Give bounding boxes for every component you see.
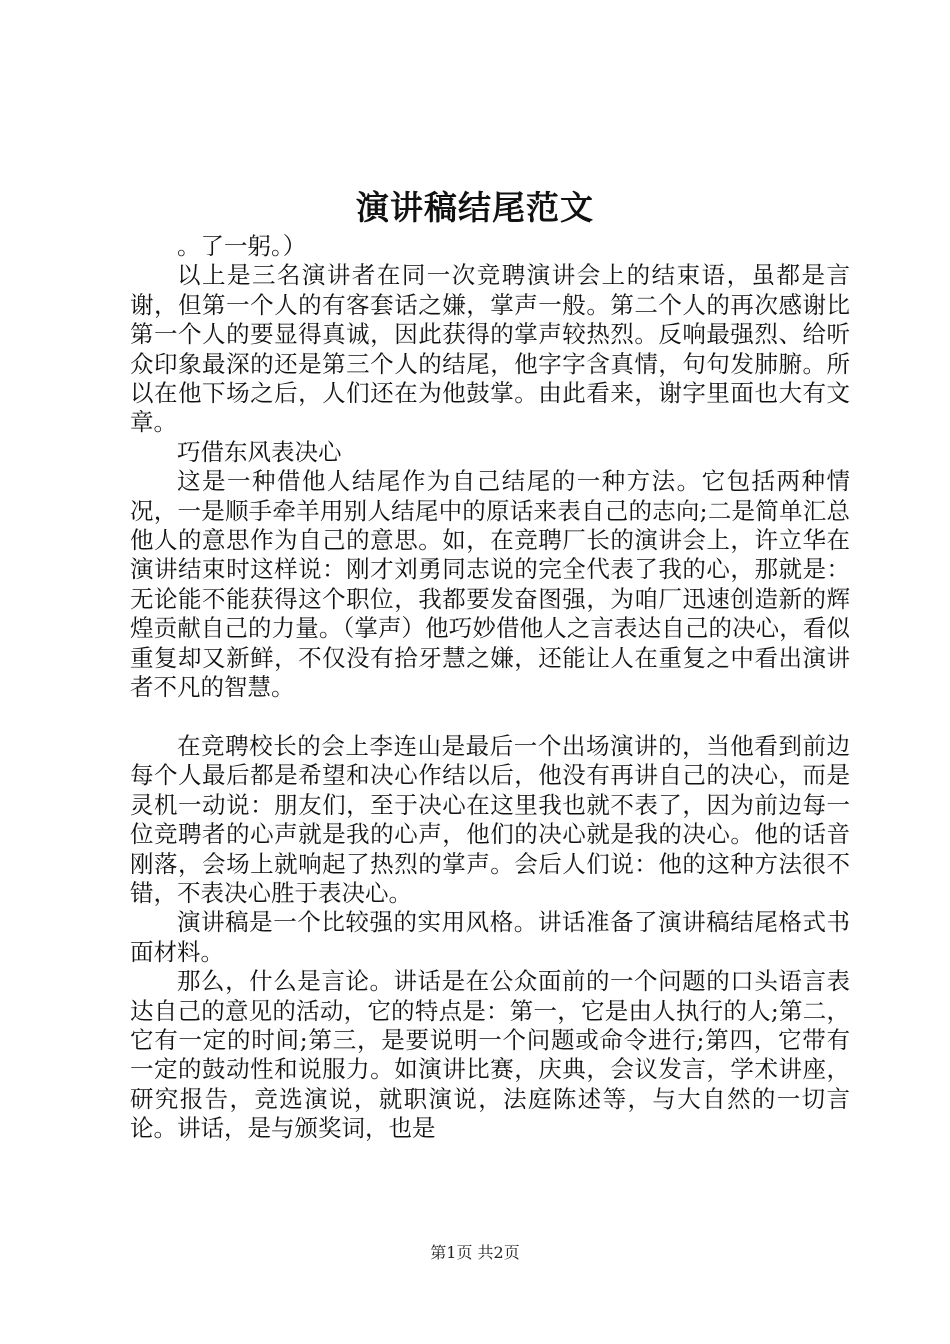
page-title: 演讲稿结尾范文 — [356, 188, 594, 227]
document-body — [130, 232, 850, 1144]
paragraph-2: 以上是三名演讲者在同一次竞聘演讲会上的结束语，虽都是言谢，但第一个人的有客套话之嫌，掌声一般。第二个人的再次感谢比第一个人的要显得真诚，因此获得的掌声较热烈。反响最强烈、给听众印象最深的还是第三个人的结尾，他字字含真情，句句发肺腑。所以在他下场之后，人们还在为他鼓掌。由此看来，谢字里面也大有文章。 — [130, 261, 850, 437]
paragraph-6: 那么，什么是言论。讲话是在公众面前的一个问题的口头语言表达自己的意见的活动，它的特点是：第一，它是由人执行的人;第二，它有一定的时间;第三，是要说明一个问题或命令进行;第四，它带有一定的鼓动性和说服力。如演讲比赛，庆典，会议发言，学术讲座，研究报告，竞选演说，就职演说，法庭陈述等，与大自然的一切言论。讲话，是与颁奖词，也是 — [130, 967, 850, 1143]
section-heading: 巧借东风表决心 — [177, 437, 342, 466]
paragraph-3: 这是一种借他人结尾作为自己结尾的一种方法。它包括两种情况，一是顺手牵羊用别人结尾中的原话来表自己的志向;二是简单汇总他人的意思作为自己的意思。如，在竞聘厂长的演讲会上，许立华在演讲结束时这样说：刚才刘勇同志说的完全代表了我的心，那就是：无论能不能获得这个职位，我都要发奋图强，为咱厂迅速创造新的辉煌贡献自己的力量。（掌声）他巧妙借他人之言表达自己的决心，看似重复却又新鲜，不仅没有拾牙慧之嫌，还能让人在重复之中看出演讲者不凡的智慧。 — [130, 467, 850, 702]
paragraph-4: 在竞聘校长的会上李连山是最后一个出场演讲的，当他看到前边每个人最后都是希望和决心作结以后，他没有再讲自己的决心，而是灵机一动说：朋友们，至于决心在这里我也就不表了，因为前边每一位竞聘者的心声就是我的心声，他们的决心就是我的决心。他的话音刚落，会场上就响起了热烈的掌声。会后人们说：他的这种方法很不错，不表决心胜于表决心。 — [130, 731, 850, 907]
paragraph-5: 演讲稿是一个比较强的实用风格。讲话准备了演讲稿结尾格式书面材料。 — [130, 908, 850, 966]
page-footer: 第1页 共2页 — [430, 1243, 520, 1262]
paragraph-1: 。了一躬。） — [177, 232, 307, 260]
